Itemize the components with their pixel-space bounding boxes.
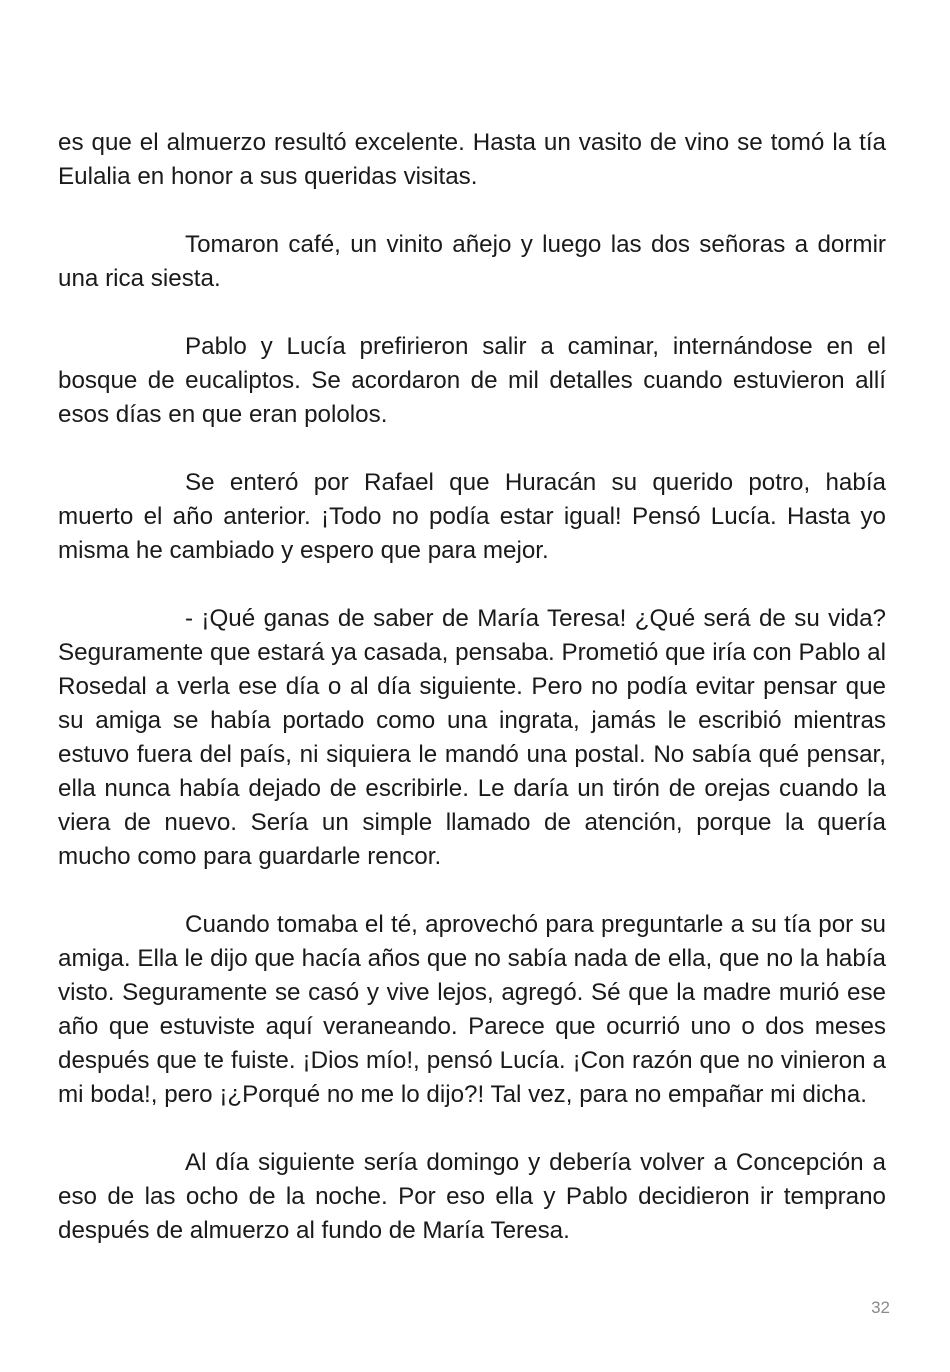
paragraph-5: - ¡Qué ganas de saber de María Teresa! ¿Qué será de su vida? Seguramente que estará ya casada, pensaba. Prometió que iría con Pablo al Rosedal a verla ese día o al día siguiente. Pero no podía evitar pensar que su amiga se había portado como una ingrata, jamás le escribió mientras estuvo fuera del país, ni siquiera le mandó una postal. No sabía qué pensar, ella nunca había dejado de escribirle. Le daría un tirón de orejas cuando la viera de nuevo. Sería un simple llamado de atención, porque la quería mucho como para guardarle rencor. [58,605,886,870]
paragraph-4: Se enteró por Rafael que Huracán su querido potro, había muerto el año anterior. ¡Todo no podía estar igual! Pensó Lucía. Hasta yo misma he cambiado y espero que para mejor. [58,469,886,564]
paragraph-1: es que el almuerzo resultó excelente. Hasta un vasito de vino se tomó la tía Eulalia en honor a sus queridas visitas. [58,129,886,190]
paragraph-3: Pablo y Lucía prefirieron salir a caminar, internándose en el bosque de eucaliptos. Se acordaron de mil detalles cuando estuvieron allí esos días en que eran pololos. [58,333,886,428]
paragraph-6: Cuando tomaba el té, aprovechó para preguntarle a su tía por su amiga. Ella le dijo que hacía años que no sabía nada de ella, que no la había visto. Seguramente se casó y vive lejos, agregó. Sé que la madre murió ese año que estuviste aquí veraneando. Parece que ocurrió uno o dos meses después que te fuiste. ¡Dios mío!, pensó Lucía. ¡Con razón que no vinieron a mi boda!, pero ¡¿Porqué no me lo dijo?! Tal vez, para no empañar mi dicha. [58,911,886,1108]
paragraph-7: Al día siguiente sería domingo y debería volver a Concepción a eso de las ocho de la noche. Por eso ella y Pablo decidieron ir temprano después de almuerzo al fundo de María Teresa. [58,1149,886,1244]
page-number: 32 [871,1298,890,1317]
paragraph-2: Tomaron café, un vinito añejo y luego las dos señoras a dormir una rica siesta. [58,231,886,292]
page-body [58,126,886,1282]
